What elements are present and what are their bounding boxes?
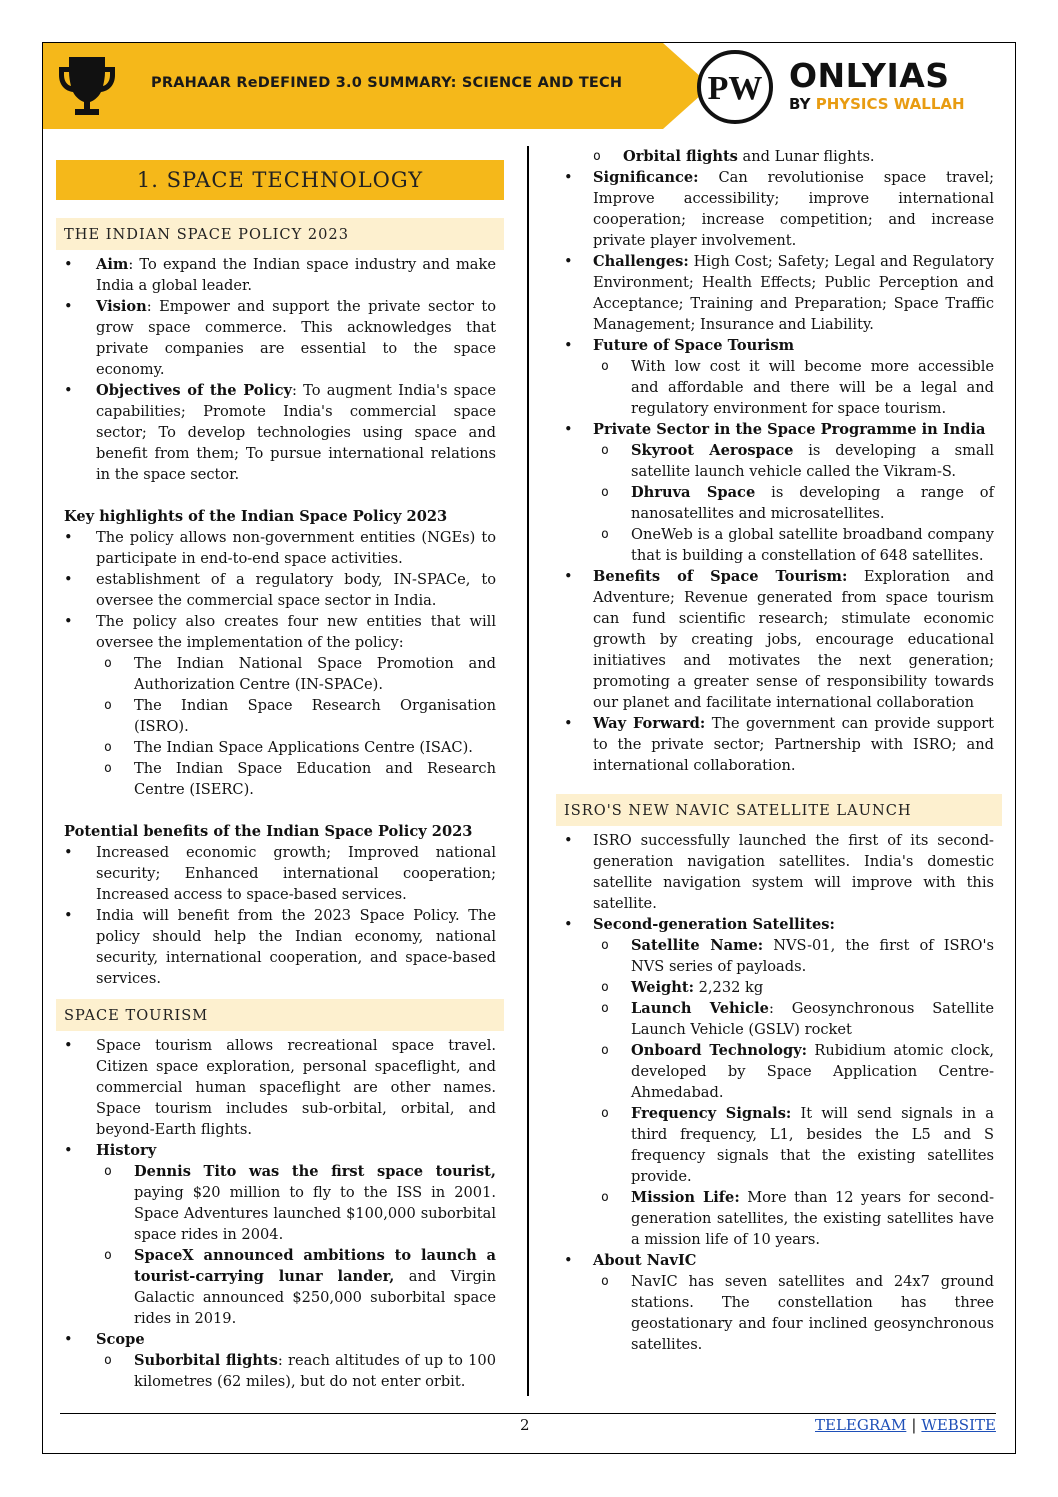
list-item: • Challenges: High Cost; Safety; Legal and Regulatory Environment; Health Effects; Public Perception and Acceptance; Training and Preparation; Space Traffic Management; Insurance and Liability. bbox=[556, 251, 1002, 335]
sub-list-item: o Satellite Name: NVS-01, the first of ISRO's NVS series of payloads. bbox=[593, 935, 994, 977]
navic-heading: ISRO'S NEW NAVIC SATELLITE LAUNCH bbox=[556, 794, 1002, 826]
tourism-heading: SPACE TOURISM bbox=[56, 999, 504, 1031]
sub-list-item: o Dennis Tito was the first space tourist, paying $20 million to fly to the ISS in 2001. Space Adventures launched $100,000 suborbital space rides in 2004. bbox=[96, 1161, 496, 1245]
website-link[interactable]: WEBSITE bbox=[921, 1416, 996, 1434]
sub-list-item: o NavIC has seven satellites and 24x7 ground stations. The constellation has three geostationary and four inclined geosynchronous satellites. bbox=[593, 1271, 994, 1355]
sub-list-item: o Skyroot Aerospace is developing a small satellite launch vehicle called the Vikram-S. bbox=[593, 440, 994, 482]
sub-list-item: o Dhruva Space is developing a range of nanosatellites and microsatellites. bbox=[593, 482, 994, 524]
pw-logo-text: PW bbox=[707, 70, 763, 107]
entities-list bbox=[96, 653, 496, 800]
list-item: • History o Dennis Tito was the first space tourist, paying $20 million to fly to the ISS in 2001. Space Adventures launched $100,000 suborbital space rides in 2004. o SpaceX announced ambitions to launch a tourist-carrying lunar lander, and Virgin Galactic announced $250,000 suborbital space rides in 2019. bbox=[56, 1140, 504, 1329]
highlights-heading: Key highlights of the Indian Space Policy 2023 bbox=[64, 508, 448, 525]
brand-block bbox=[789, 56, 965, 113]
list-item: • Increased economic growth; Improved national security; Enhanced international cooperation; Increased access to space-based services. bbox=[56, 842, 504, 905]
sub-list-item: o Suborbital flights: reach altitudes of up to 100 kilometres (62 miles), but do not enter orbit. bbox=[96, 1350, 496, 1392]
private-sector-list bbox=[593, 440, 994, 566]
list-item: • Way Forward: The government can provide support to the private sector; Partnership with ISRO; and international collaboration. bbox=[556, 713, 1002, 776]
sub-list-item: o Orbital flights and Lunar flights. bbox=[585, 146, 1002, 167]
header-title: PRAHAAR ReDEFINED 3.0 SUMMARY: SCIENCE AND TECH bbox=[151, 75, 623, 91]
policy-list bbox=[56, 254, 504, 485]
sub-list-item: o Onboard Technology: Rubidium atomic clock, developed by Space Application Centre-Ahmedabad. bbox=[593, 1040, 994, 1103]
footer-rule bbox=[60, 1413, 996, 1414]
list-item: • The policy allows non-government entities (NGEs) to participate in end-to-end space activities. bbox=[56, 527, 504, 569]
section-title: 1. SPACE TECHNOLOGY bbox=[56, 160, 504, 200]
list-item: • establishment of a regulatory body, IN-SPACe, to oversee the commercial space sector in India. bbox=[56, 569, 504, 611]
sub-list-item: o Weight: 2,232 kg bbox=[593, 977, 994, 998]
tourism-list bbox=[56, 1035, 504, 1392]
sub-list-item: o Mission Life: More than 12 years for second-generation satellites, the existing satellites have a mission life of 10 years. bbox=[593, 1187, 994, 1250]
about-navic-list bbox=[593, 1271, 994, 1355]
trophy-icon bbox=[55, 53, 119, 119]
policy-heading: THE INDIAN SPACE POLICY 2023 bbox=[56, 218, 504, 250]
list-item: • Benefits of Space Tourism: Exploration and Adventure; Revenue generated from space tourism can fund scientific research; stimulate economic growth by creating jobs, encourage educational initiatives and motivates the next generation; promoting a greater sense of responsibility towards our planet and facilitate international collaboration bbox=[556, 566, 1002, 713]
telegram-link[interactable]: TELEGRAM bbox=[815, 1416, 907, 1434]
list-item: • ISRO successfully launched the first of its second-generation navigation satellites. India's domestic satellite navigation system will improve with this satellite. bbox=[556, 830, 1002, 914]
list-item: • Aim: To expand the Indian space industry and make India a global leader. bbox=[56, 254, 504, 296]
footer-separator: | bbox=[911, 1416, 917, 1434]
sub-list-item: o The Indian National Space Promotion and Authorization Centre (IN-SPACe). bbox=[96, 653, 496, 695]
column-divider bbox=[527, 146, 529, 1396]
right-column bbox=[556, 146, 1002, 1355]
sub-list-item: o SpaceX announced ambitions to launch a tourist-carrying lunar lander, and Virgin Galactic announced $250,000 suborbital space rides in 2019. bbox=[96, 1245, 496, 1329]
sub-list-item: o Launch Vehicle: Geosynchronous Satellite Launch Vehicle (GSLV) rocket bbox=[593, 998, 994, 1040]
history-list bbox=[96, 1161, 496, 1329]
future-list bbox=[593, 356, 994, 419]
list-item: • Space tourism allows recreational space travel. Citizen space exploration, personal spaceflight, and commercial human spaceflight are other names. Space tourism includes sub-orbital, orbital, and beyond-Earth flights. bbox=[56, 1035, 504, 1140]
navic-list bbox=[556, 830, 1002, 1355]
list-item: • The policy also creates four new entities that will oversee the implementation of the policy: o The Indian National Space Promotion and Authorization Centre (IN-SPACe). o The Indian Space Research Organisation (ISRO). o The Indian Space Applications Centre (ISAC). o The Indian Space Education and Research Centre (ISERC). bbox=[56, 611, 504, 800]
brand-name: ONLYIAS bbox=[789, 56, 950, 95]
list-item: • Objectives of the Policy: To augment India's space capabilities; Promote India's commercial space sector; To develop technologies using space and benefit from them; To pursue international relations in the space sector. bbox=[56, 380, 504, 485]
list-item: • Second-generation Satellites: o Satellite Name: NVS-01, the first of ISRO's NVS series of payloads. o Weight: 2,232 kg o Launch Vehicle: Geosynchronous Satellite Launch Vehicle (GSLV) rocket o Onboard Technology: Rubidium atomic clock, developed by Space Application Centre-Ahmedabad. o Frequency Signals: It will send signals in a third frequency, L1, besides the L5 and S frequency signals that the existing satellites provide. o Mission Life: More than 12 years for second-generation satellites, the existing satellites have a mission life of 10 years. bbox=[556, 914, 1002, 1250]
sub-list-item: o OneWeb is a global satellite broadband company that is building a constellation of 648 satellites. bbox=[593, 524, 994, 566]
brand-subtitle-accent: PHYSICS WALLAH bbox=[815, 95, 965, 113]
pw-logo-icon bbox=[695, 49, 775, 125]
list-item: • Private Sector in the Space Programme in India o Skyroot Aerospace is developing a small satellite launch vehicle called the Vikram-S. o Dhruva Space is developing a range of nanosatellites and microsatellites. o OneWeb is a global satellite broadband company that is building a constellation of 648 satellites. bbox=[556, 419, 1002, 566]
page-header bbox=[43, 43, 1015, 129]
benefits-heading: Potential benefits of the Indian Space Policy 2023 bbox=[64, 823, 473, 840]
sub-list-item: o The Indian Space Education and Research Centre (ISERC). bbox=[96, 758, 496, 800]
tourism-details-list bbox=[556, 167, 1002, 776]
scope-list bbox=[96, 1350, 496, 1392]
footer-links bbox=[815, 1416, 996, 1434]
benefits-list bbox=[56, 842, 504, 989]
list-item: • About NavIC o NavIC has seven satellites and 24x7 ground stations. The constellation has three geostationary and four inclined geosynchronous satellites. bbox=[556, 1250, 1002, 1355]
left-column bbox=[56, 160, 504, 1392]
list-item: • Future of Space Tourism o With low cost it will become more accessible and affordable and there will be a legal and regulatory environment for space tourism. bbox=[556, 335, 1002, 419]
list-item: • Scope o Suborbital flights: reach altitudes of up to 100 kilometres (62 miles), but do not enter orbit. bbox=[56, 1329, 504, 1392]
sub-list-item: o With low cost it will become more accessible and affordable and there will be a legal and regulatory environment for space tourism. bbox=[593, 356, 994, 419]
list-item: • India will benefit from the 2023 Space Policy. The policy should help the Indian economy, national security, international cooperation, and space-based services. bbox=[56, 905, 504, 989]
second-gen-list bbox=[593, 935, 994, 1250]
sub-list-item: o The Indian Space Research Organisation (ISRO). bbox=[96, 695, 496, 737]
scope-cont-list bbox=[585, 146, 1002, 167]
page-number: 2 bbox=[520, 1416, 530, 1434]
brand-subtitle: BY PHYSICS WALLAH bbox=[789, 95, 965, 113]
list-item: • Significance: Can revolutionise space travel; Improve accessibility; improve international cooperation; increase competition; and increase private player involvement. bbox=[556, 167, 1002, 251]
list-item: • Vision: Empower and support the private sector to grow space commerce. This acknowledges that private companies are essential to the space economy. bbox=[56, 296, 504, 380]
sub-list-item: o Frequency Signals: It will send signals in a third frequency, L1, besides the L5 and S frequency signals that the existing satellites provide. bbox=[593, 1103, 994, 1187]
highlights-list bbox=[56, 527, 504, 800]
sub-list-item: o The Indian Space Applications Centre (ISAC). bbox=[96, 737, 496, 758]
